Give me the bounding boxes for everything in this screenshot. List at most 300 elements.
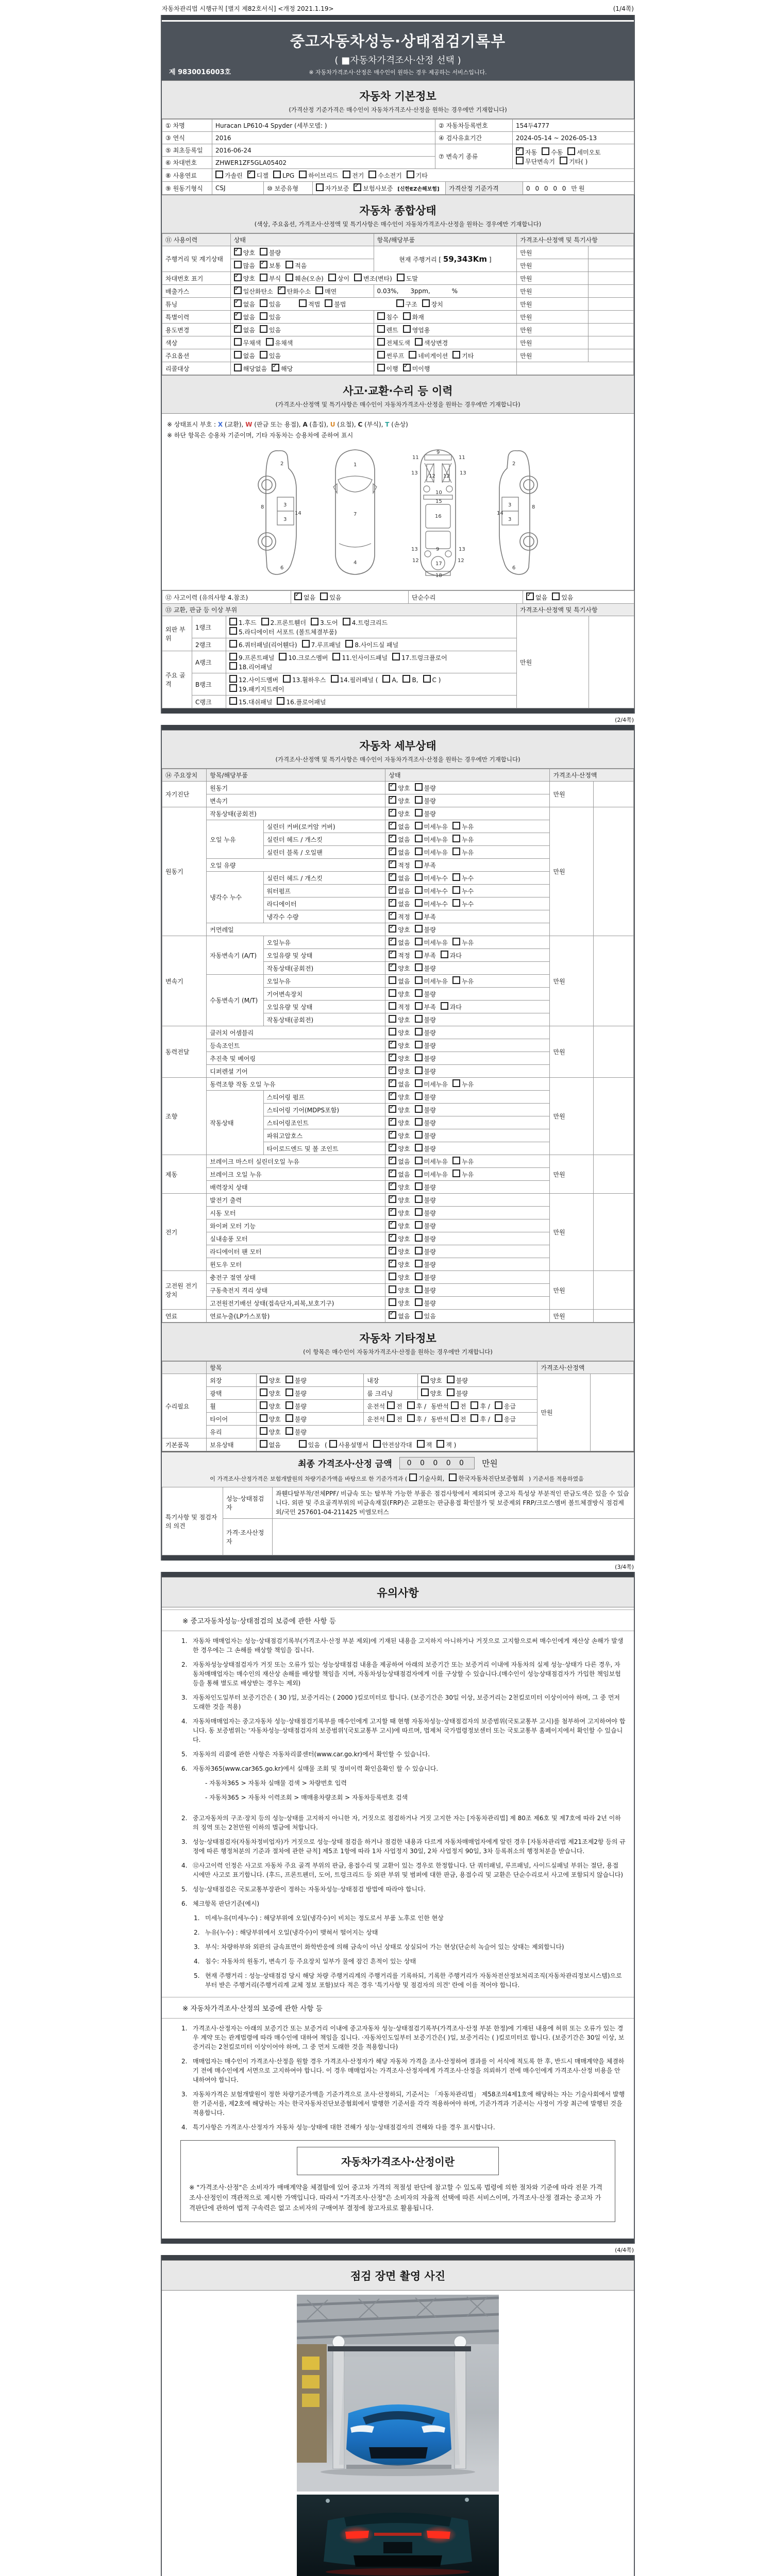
option (260, 274, 281, 283)
svg-text:13: 13 (459, 547, 465, 552)
checkbox[interactable] (436, 1440, 444, 1448)
option-label: 부족 (424, 862, 436, 869)
section-title: 자동차 세부상태 (359, 740, 436, 752)
checkbox[interactable] (415, 1285, 423, 1293)
option (285, 274, 324, 283)
checkbox[interactable] (516, 157, 524, 164)
checkbox[interactable] (389, 796, 396, 804)
checkbox[interactable] (389, 1002, 396, 1010)
option (343, 618, 388, 627)
option-label: 12.사이드멤버 (239, 676, 279, 684)
checkbox[interactable] (389, 912, 396, 920)
option-label: 양호 (398, 1042, 410, 1049)
cell: 연료 (162, 1310, 207, 1323)
checkbox[interactable] (526, 592, 534, 600)
checkbox[interactable] (415, 822, 423, 829)
checkbox[interactable] (542, 147, 549, 155)
checkbox[interactable] (447, 1388, 455, 1396)
checkbox[interactable] (332, 653, 340, 660)
option (560, 157, 587, 166)
option-label: 양호 (398, 1120, 410, 1127)
checkbox[interactable] (415, 1054, 423, 1061)
checkbox[interactable] (415, 899, 423, 907)
cell (385, 1104, 550, 1116)
checkbox[interactable] (451, 1414, 459, 1422)
option-label: 6.쿼터패널(리어휀다) (239, 641, 297, 649)
checkbox[interactable] (389, 899, 396, 907)
checkbox[interactable] (415, 860, 423, 868)
option (407, 171, 428, 180)
checkbox[interactable] (260, 1414, 267, 1422)
checkbox[interactable] (452, 822, 460, 829)
checkbox[interactable] (415, 1066, 423, 1074)
checkbox[interactable] (260, 261, 267, 268)
option-label: 전체도색 (386, 340, 410, 347)
checkbox[interactable] (389, 925, 396, 933)
appraiser-opinion (273, 1519, 634, 1555)
checkbox[interactable] (229, 697, 237, 705)
checkbox[interactable] (285, 1427, 293, 1435)
option (409, 1473, 444, 1483)
notice-item: 4. 특기사항은 가격조사·산정자가 자동차 성능·상태에 대한 견해가 성능·상태점검자의 견해와 다를 경우 표시합니다. (181, 2124, 495, 2131)
option-label: 없음 (398, 1171, 410, 1178)
svg-text:14: 14 (295, 511, 301, 516)
checkbox[interactable] (354, 183, 361, 191)
option-label: 전기 (352, 172, 364, 179)
option-label: 있음 (268, 301, 281, 308)
checkbox[interactable] (421, 1388, 429, 1396)
checkbox[interactable] (389, 1079, 396, 1087)
label-engine-type: ⑨ 원동기형식 (162, 182, 212, 195)
checkbox[interactable] (234, 248, 242, 256)
checkbox[interactable] (278, 286, 285, 294)
checkbox[interactable] (441, 1002, 448, 1010)
checkbox[interactable] (451, 1401, 459, 1409)
option (415, 963, 436, 973)
checkbox[interactable] (389, 989, 396, 997)
checkbox[interactable] (329, 1440, 337, 1448)
option (403, 325, 430, 334)
checkbox[interactable] (452, 873, 460, 881)
checkbox[interactable] (311, 618, 318, 625)
checkbox[interactable] (452, 848, 460, 855)
checkbox[interactable] (345, 640, 353, 648)
option (389, 1195, 410, 1205)
checkbox[interactable] (423, 675, 431, 683)
option (415, 989, 436, 998)
option-label: 불량 (424, 926, 436, 934)
checkbox[interactable] (415, 1092, 423, 1100)
checkbox[interactable] (415, 835, 423, 842)
checkbox[interactable] (325, 299, 332, 307)
checkbox[interactable] (234, 312, 242, 320)
checkbox[interactable] (285, 1388, 293, 1396)
checkbox[interactable] (415, 338, 423, 346)
option (415, 860, 436, 870)
car-diagram-side-left (246, 448, 303, 578)
option (451, 1414, 466, 1423)
checkbox[interactable] (389, 1066, 396, 1074)
checkbox[interactable] (389, 809, 396, 817)
checkbox[interactable] (421, 1376, 429, 1383)
option-label: 3.도어 (320, 619, 338, 626)
checkbox[interactable] (389, 1273, 396, 1280)
checkbox[interactable] (234, 351, 242, 359)
checkbox[interactable] (422, 299, 430, 307)
checkbox[interactable] (415, 1079, 423, 1087)
checkbox[interactable] (560, 157, 567, 164)
checkbox[interactable] (302, 640, 310, 648)
legend-part: U (330, 421, 335, 428)
option (389, 899, 410, 908)
option-label: 없음 (398, 1158, 410, 1165)
checkbox[interactable] (415, 1247, 423, 1255)
option-label: 후 / (416, 1403, 427, 1410)
checkbox[interactable] (260, 299, 267, 307)
price-cell: 만원 (550, 1026, 593, 1078)
checkbox[interactable] (449, 1473, 457, 1481)
cell (593, 1155, 633, 1194)
checkbox[interactable] (452, 835, 460, 842)
option-label: 양호 (398, 965, 410, 972)
checkbox[interactable] (403, 364, 411, 371)
svg-text:13: 13 (411, 547, 418, 552)
value-year: 2016 (212, 132, 435, 144)
cell: 라디에이터 팬 모터 (207, 1245, 385, 1258)
checkbox[interactable] (452, 899, 460, 907)
checkbox[interactable] (285, 274, 293, 281)
checkbox[interactable] (415, 1002, 423, 1010)
checkbox[interactable] (552, 592, 560, 600)
vin-mark-options (230, 272, 517, 285)
checkbox[interactable] (229, 684, 237, 692)
checkbox[interactable] (447, 1376, 455, 1383)
checkbox[interactable] (389, 1105, 396, 1113)
checkbox[interactable] (389, 860, 396, 868)
checkbox[interactable] (415, 1234, 423, 1242)
option-label: 부족 (424, 1004, 436, 1011)
checkbox[interactable] (397, 274, 405, 281)
checkbox[interactable] (415, 1131, 423, 1139)
checkbox[interactable] (328, 274, 336, 281)
checkbox[interactable] (272, 364, 279, 371)
checkbox[interactable] (260, 274, 267, 281)
section-overall-state (162, 195, 634, 233)
checkbox[interactable] (415, 809, 423, 817)
cell (385, 1039, 550, 1052)
checkbox[interactable] (377, 364, 385, 371)
checkbox[interactable] (389, 1182, 396, 1190)
checkbox[interactable] (389, 1311, 396, 1319)
checkbox[interactable] (389, 1234, 396, 1242)
checkbox[interactable] (415, 1311, 423, 1319)
checkbox[interactable] (389, 963, 396, 971)
checkbox[interactable] (377, 312, 385, 320)
checkbox[interactable] (373, 1440, 381, 1448)
checkbox[interactable] (389, 873, 396, 881)
checkbox[interactable] (389, 822, 396, 829)
checkbox[interactable] (377, 338, 385, 346)
checkbox[interactable] (403, 312, 411, 320)
checkbox[interactable] (299, 299, 307, 307)
checkbox[interactable] (260, 1388, 267, 1396)
checkbox[interactable] (452, 1170, 460, 1177)
option-label: 불량 (424, 1210, 436, 1217)
checkbox[interactable] (389, 1054, 396, 1061)
checkbox[interactable] (389, 1260, 396, 1267)
option-label: 양호 (398, 926, 410, 934)
checkbox[interactable] (389, 1247, 396, 1255)
checkbox[interactable] (229, 675, 237, 683)
checkbox[interactable] (415, 1260, 423, 1267)
checkbox[interactable] (234, 261, 242, 268)
checkbox[interactable] (260, 1401, 267, 1409)
option-label: 있음 (268, 352, 281, 360)
checkbox[interactable] (415, 963, 423, 971)
checkbox[interactable] (229, 662, 237, 670)
notice-item: 1. 미세누유(미세누수) : 해당부위에 오일(냉각수)이 비치는 정도로서 부품 노후로 인한 현상 (194, 1914, 444, 1922)
checkbox[interactable] (415, 1208, 423, 1216)
option-label: 불법 (334, 301, 346, 308)
checkbox[interactable] (229, 627, 237, 635)
checkbox[interactable] (389, 1157, 396, 1164)
option (415, 1105, 436, 1114)
checkbox[interactable] (415, 886, 423, 894)
checkbox[interactable] (389, 1221, 396, 1229)
checkbox[interactable] (215, 171, 223, 178)
price-cell: 만원 (550, 1310, 593, 1323)
option-label: 미세누유 (424, 849, 448, 856)
checkbox[interactable] (516, 147, 524, 155)
checkbox[interactable] (415, 783, 423, 791)
checkbox[interactable] (415, 1273, 423, 1280)
checkbox[interactable] (396, 299, 404, 307)
checkbox[interactable] (299, 1440, 307, 1448)
row-mileage: 주행거리 및 계기상태 (162, 246, 231, 272)
checkbox[interactable] (403, 325, 411, 333)
inspection-photo-rear (297, 2495, 499, 2576)
checkbox[interactable] (415, 1105, 423, 1113)
section-title: 점검 장면 촬영 사진 (350, 2270, 446, 2282)
checkbox[interactable] (452, 1157, 460, 1164)
cell: 작동상태(공회전) (207, 807, 385, 820)
option-label: 수소전기 (378, 172, 402, 179)
checkbox[interactable] (294, 592, 302, 600)
notice-item: - 자동차365 > 자동차 실매물 검색 > 차량번호 입력 (205, 1780, 347, 1787)
checkbox[interactable] (452, 351, 460, 359)
checkbox[interactable] (279, 653, 287, 660)
checkbox[interactable] (409, 351, 416, 359)
checkbox[interactable] (260, 312, 267, 320)
checkbox[interactable] (415, 912, 423, 920)
checkbox[interactable] (452, 976, 460, 984)
checkbox[interactable] (299, 171, 307, 178)
checkbox[interactable] (415, 1041, 423, 1048)
checkbox[interactable] (389, 976, 396, 984)
checkbox[interactable] (415, 1028, 423, 1036)
checkbox[interactable] (452, 886, 460, 894)
option-label: 안전삼각대 (382, 1442, 412, 1449)
checkbox[interactable] (415, 1221, 423, 1229)
checkbox[interactable] (389, 1208, 396, 1216)
checkbox[interactable] (260, 325, 267, 333)
option (389, 1221, 410, 1230)
checkbox[interactable] (415, 1118, 423, 1126)
checkbox[interactable] (343, 171, 350, 178)
cell: 파워고압호스 (263, 1129, 385, 1142)
checkbox[interactable] (415, 1298, 423, 1306)
checkbox[interactable] (387, 1414, 395, 1422)
checkbox[interactable] (470, 1414, 478, 1422)
option (415, 1182, 436, 1192)
checkbox[interactable] (389, 783, 396, 791)
checkbox[interactable] (229, 618, 237, 625)
checkbox[interactable] (389, 1144, 396, 1151)
checkbox[interactable] (260, 1427, 267, 1435)
checkbox[interactable] (389, 886, 396, 894)
checkbox[interactable] (382, 675, 390, 683)
document-title: 중고자동차성능·상태점검기록부 (290, 32, 506, 50)
checkbox[interactable] (495, 1414, 502, 1422)
checkbox[interactable] (368, 171, 376, 178)
svg-text:10: 10 (435, 490, 442, 496)
checkbox[interactable] (389, 1041, 396, 1048)
checkbox[interactable] (389, 1028, 396, 1036)
checkbox[interactable] (343, 618, 350, 625)
checkbox[interactable] (234, 286, 242, 294)
checkbox[interactable] (389, 1195, 396, 1203)
option-label: A, (392, 676, 398, 684)
checkbox[interactable] (389, 1170, 396, 1177)
checkbox[interactable] (417, 1440, 425, 1448)
price-cell: 만원 (517, 298, 589, 311)
checkbox[interactable] (377, 351, 385, 359)
checkbox[interactable] (452, 1079, 460, 1087)
checkbox[interactable] (285, 1401, 293, 1409)
checkbox[interactable] (234, 338, 242, 346)
checkbox[interactable] (415, 848, 423, 855)
checkbox[interactable] (260, 1376, 267, 1383)
checkbox[interactable] (389, 1118, 396, 1126)
notice-item: 1. 자동차 매매업자는 성능·상태점검기록부(가격조사·산정 부분 제외)에 기재된 내용을 고지하지 아니하거나 거짓으로 고지함으로써 매수인에게 재산상 손해가 발생한 경우에는 그 손해를 배상할 책임을 집니다. (181, 1637, 624, 1654)
checkbox[interactable] (415, 1182, 423, 1190)
checkbox[interactable] (470, 1401, 478, 1409)
checkbox[interactable] (266, 338, 274, 346)
checkbox[interactable] (273, 171, 281, 178)
checkbox[interactable] (354, 274, 362, 281)
checkbox[interactable] (285, 261, 293, 268)
checkbox[interactable] (389, 1131, 396, 1139)
option (373, 1440, 412, 1449)
checkbox[interactable] (407, 171, 414, 178)
checkbox[interactable] (389, 938, 396, 945)
checkbox[interactable] (441, 951, 448, 958)
checkbox[interactable] (415, 796, 423, 804)
checkbox[interactable] (567, 147, 575, 155)
checkbox[interactable] (415, 976, 423, 984)
checkbox[interactable] (320, 592, 328, 600)
checkbox[interactable] (415, 1015, 423, 1023)
checkbox[interactable] (229, 640, 237, 648)
checkbox[interactable] (389, 1015, 396, 1023)
checkbox[interactable] (415, 1170, 423, 1177)
checkbox[interactable] (377, 325, 385, 333)
checkbox[interactable] (389, 1298, 396, 1306)
cell: 냉각수 누수 (207, 872, 263, 923)
option-label: 양호 (398, 1197, 410, 1204)
checkbox[interactable] (415, 951, 423, 958)
svg-text:12: 12 (429, 473, 435, 479)
svg-text:3: 3 (508, 517, 512, 522)
price-cell: 만원 (550, 782, 593, 807)
checkbox[interactable] (229, 653, 237, 660)
checkbox[interactable] (316, 183, 324, 191)
option (415, 822, 448, 831)
checkbox[interactable] (415, 925, 423, 933)
checkbox[interactable] (407, 1401, 415, 1409)
checkbox[interactable] (407, 1414, 415, 1422)
checkbox[interactable] (389, 1092, 396, 1100)
checkbox[interactable] (495, 1401, 502, 1409)
cell: 고전원 전기장치 (162, 1271, 207, 1310)
checkbox[interactable] (277, 697, 284, 705)
cell (385, 1013, 550, 1026)
checkbox[interactable] (415, 1157, 423, 1164)
option-label: 없음 (398, 836, 410, 843)
special-history-type-options (374, 311, 517, 324)
cell: 냉각수 수량 (263, 910, 385, 923)
checkbox[interactable] (285, 1414, 293, 1422)
checkbox[interactable] (389, 848, 396, 855)
checkbox[interactable] (283, 675, 291, 683)
checkbox[interactable] (409, 1473, 417, 1481)
checkbox[interactable] (392, 653, 400, 660)
checkbox[interactable] (415, 873, 423, 881)
checkbox[interactable] (389, 835, 396, 842)
checkbox[interactable] (260, 1440, 267, 1448)
checkbox[interactable] (452, 938, 460, 945)
checkbox[interactable] (387, 1401, 395, 1409)
checkbox[interactable] (260, 248, 267, 256)
checkbox[interactable] (260, 351, 267, 359)
cell: 클러치 어셈블리 (207, 1026, 385, 1039)
checkbox[interactable] (331, 675, 339, 683)
svg-text:6: 6 (512, 565, 516, 571)
form-meta (161, 0, 635, 15)
checkbox[interactable] (285, 1376, 293, 1383)
option (329, 1440, 368, 1449)
option-label: 자동 (525, 148, 537, 156)
checkbox[interactable] (415, 989, 423, 997)
checkbox[interactable] (234, 274, 242, 281)
current-mileage: 현재 주행거리 [ 59,343Km ] (374, 246, 517, 272)
checkbox[interactable] (415, 938, 423, 945)
option-label: 불량 (424, 1094, 436, 1101)
checkbox[interactable] (315, 286, 323, 294)
option (285, 1388, 307, 1398)
checkbox[interactable] (415, 1144, 423, 1151)
checkbox[interactable] (234, 325, 242, 333)
checkbox[interactable] (402, 675, 410, 683)
checkbox[interactable] (389, 1285, 396, 1293)
option (389, 886, 410, 895)
checkbox[interactable] (261, 618, 269, 625)
checkbox[interactable] (247, 171, 255, 178)
checkbox[interactable] (389, 951, 396, 958)
checkbox[interactable] (234, 299, 242, 307)
checkbox[interactable] (415, 1195, 423, 1203)
checkbox[interactable] (234, 364, 242, 371)
